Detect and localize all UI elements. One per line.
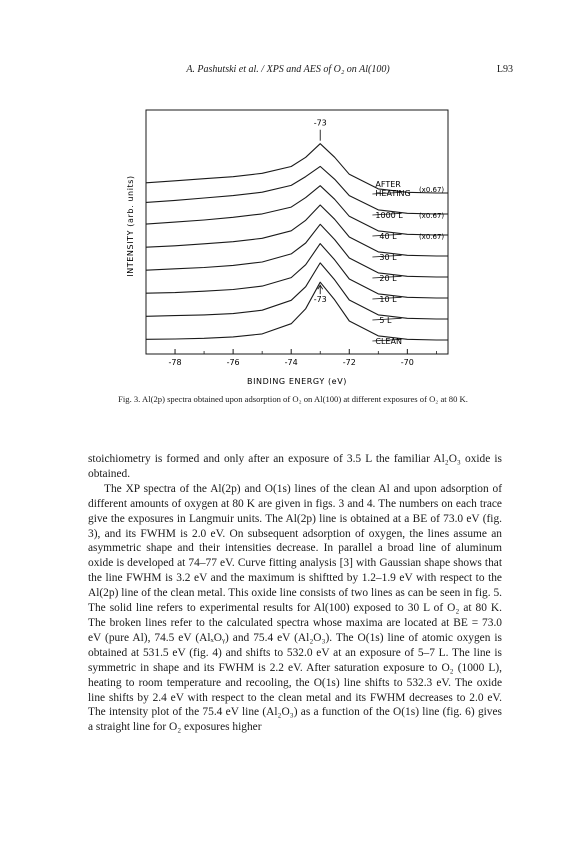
x-tick-label: -76 (226, 358, 240, 367)
spectrum-line (146, 282, 448, 340)
paragraph-1: stoichiometry is formed and only after an exposure of 3.5 L the familiar Al₂O₃ oxide is obtained. (88, 453, 502, 480)
trace-label: 20 L (379, 274, 397, 283)
x-tick-label: -70 (400, 358, 414, 367)
body-text (88, 452, 502, 735)
trace-label: 1000 L (375, 211, 403, 220)
trace-label: 5 L (379, 316, 392, 325)
y-axis-label: INTENSITY (arb. units) (126, 175, 135, 277)
spectrum-line (146, 263, 448, 319)
trace-multiplier: (x0.67) (418, 186, 445, 194)
trace-multiplier: (x0.67) (418, 212, 445, 220)
chart-layer (146, 119, 448, 367)
paragraph-2: The XP spectra of the Al(2p) and O(1s) lines of the clean Al and upon adsorption of different amounts of oxygen at 80 K are given in figs. 3 and 4. The numbers on each trace give the exposures in Langmuir units. The Al(2p) line is obtained at a BE of 73.0 eV (fig. 3), and its FWHM is 2.0 eV. On subsequent adsorption of oxygen, the lines assume an asymmetric shape and their intensities decrease. In parallel a broad line of aluminum oxide is developed at 74–77 eV. Curve fitting analysis [3] with Gaussian shape shows that the line FWHM is 3.2 eV and the maximum is shiftted by 1.2–1.9 eV with respect to the Al(2p) line of the clean metal. This oxide line consists of two lines as can be seen in fig. 5. The solid line refers to experimental results for Al(100) exposed to 30 L of O₂ at 80 K. The broken lines refer to the calculated spectra whose maxima are located at BE = 73.0 eV (pure Al), 74.5 eV (AlₓOᵧ) and 75.4 eV (Al₂O₃). The O(1s) line of atomic oxygen is obtained at 531.5 eV (fig. 4) and shifts to 532.0 eV at an exposure of 5–7 L. The line is symmetric in shape and its FWHM is 2.2 eV. After saturation exposure to O₂ (1000 L), heating to room temperature and recooling, the O(1s) line shifts to 532.3 eV. The oxide line shifts by 2.4 eV with respect to the clean metal and its FWHM decreases to 2.0 eV. The intensity plot of the 75.4 eV line (Al₂O₃) as a function of the O(1s) line (fig. 6) gives a straight line for O₂ exposures higher (88, 482, 502, 734)
trace-label: AFTER (375, 180, 401, 189)
spectra-chart (120, 108, 456, 386)
trace-label: CLEAN (375, 337, 402, 346)
spectrum-line (146, 244, 448, 298)
trace-label: 30 L (379, 253, 397, 262)
peak-annotation: -73 (313, 295, 327, 305)
trace-label: 40 L (379, 232, 397, 241)
trace-label: HEATING (375, 189, 411, 198)
page-number: L93 (496, 64, 513, 75)
peak-annotation: -73 (313, 118, 327, 128)
x-tick-label: -72 (342, 358, 356, 367)
figure-3 (120, 108, 456, 386)
x-axis-label: BINDING ENERGY (eV) (247, 377, 347, 386)
trace-multiplier: (x0.67) (418, 233, 445, 241)
x-tick-label: -74 (284, 358, 298, 367)
running-title: A. Pashutski et al. / XPS and AES of O₂ on Al(100) (186, 64, 390, 75)
caption-text: Al(2p) spectra obtained upon adsorption of O₂ on Al(100) at different exposures of O₂ at 80 K. (142, 394, 468, 404)
page-header (0, 64, 576, 80)
trace-label: 10 L (379, 295, 397, 304)
spectrum-line (146, 224, 448, 277)
x-tick-label: -78 (168, 358, 182, 367)
caption-label: Fig. 3. (118, 394, 141, 404)
spectrum-line (146, 144, 448, 193)
figure-caption (86, 394, 500, 405)
